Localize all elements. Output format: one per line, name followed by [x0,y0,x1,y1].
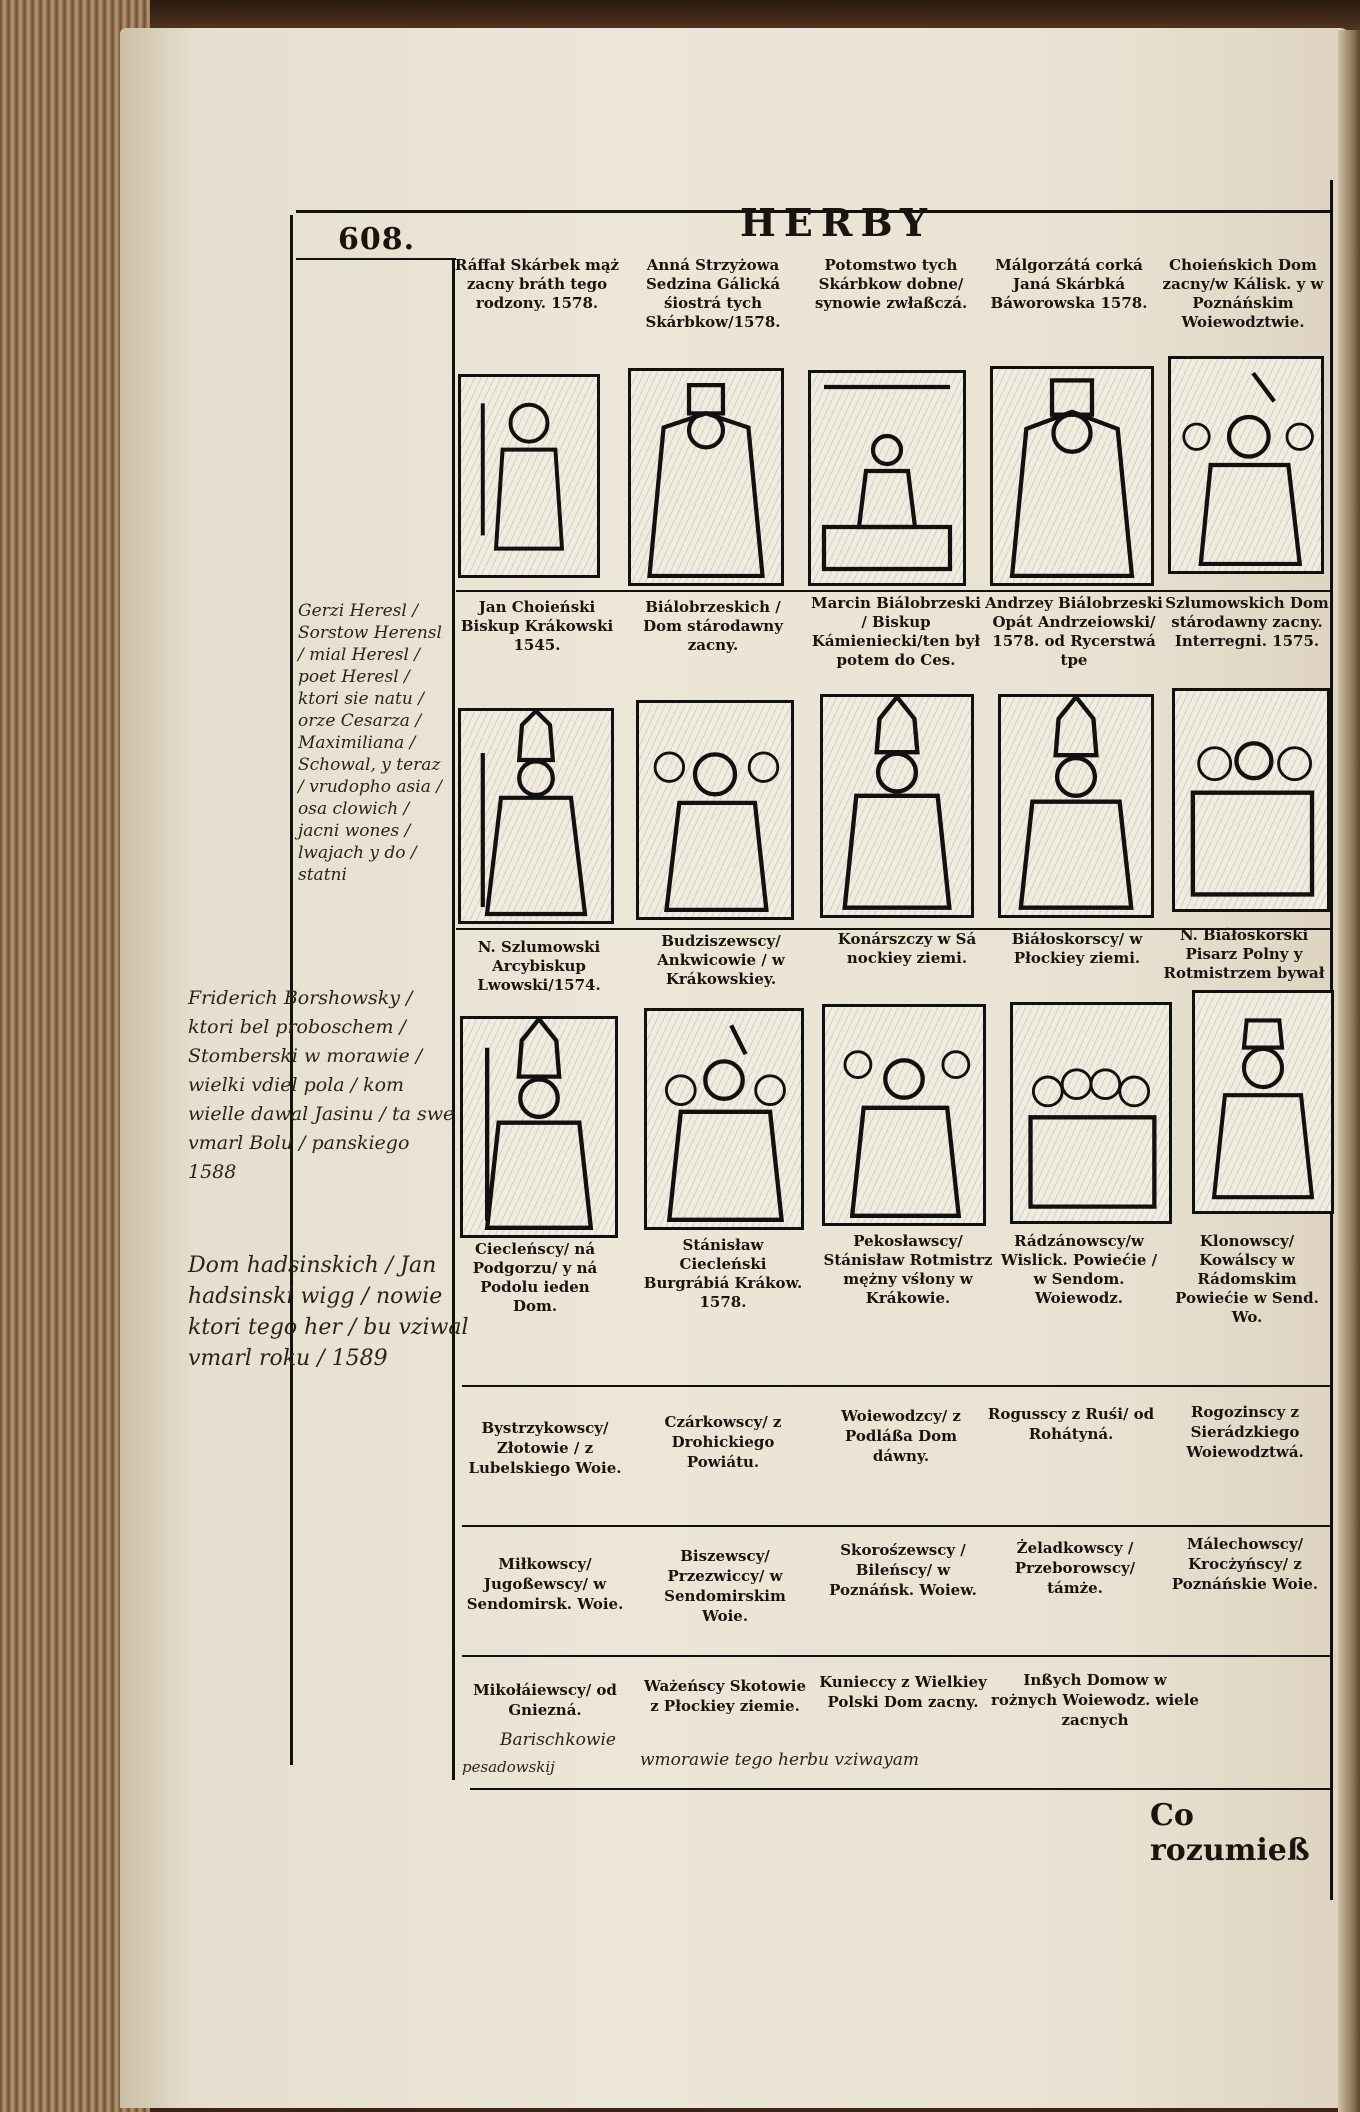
veiled-woman-woodcut [631,371,781,583]
page-number: 608. [338,222,416,257]
armored-knight-woodcut [461,377,597,575]
archbishop-woodcut [463,1019,615,1235]
list-r1-c5: Rogozinscy z Sierádzkiego Woiewodztwá. [1186,1403,1304,1461]
row-divider-1 [456,590,1332,592]
woodcut-r3-c1 [460,1016,618,1238]
caption-r3-c1: N. Szlumowski Arcybiskup Lwowski/1574. [477,938,601,994]
caption-r3-c5: N. Biáłoskorski Pisarz Polny y Rotmistrzem bywał [1163,926,1325,982]
woodcut-r2-c2 [636,700,794,920]
caption-r1-c2: Anná Strzyżowa Sedzina Gálická śiostrá tych Skárbkow/1578. [645,256,781,331]
running-head: HERBY [740,200,936,245]
woodcut-r1-c3 [808,370,966,586]
header-underline [296,258,456,260]
bearded-noble-woodcut [1195,993,1331,1211]
list-r2-c3: Skorośzewscy / Bileńscy/ w Poznáńsk. Woiew. [829,1541,977,1599]
woodcut-r2-c4 [998,694,1154,918]
veiled-woman-woodcut-2 [993,369,1151,583]
list-r3-c3: Kunieccy z Wielkiey Polski Dom zacny. [819,1673,987,1711]
caption-r4-c2: Stánisław Ciecleński Burgrábiá Krákow. 1578. [643,1236,803,1311]
crowd-of-nobles-woodcut [639,703,791,917]
list-r2-c1: Miłkowscy/ Jugoßewscy/ w Sendomirsk. Woie. [466,1555,624,1613]
woodcut-r1-c2 [628,368,784,586]
woodcut-r3-c5 [1192,990,1334,1214]
caption-r3-c4: Biáłoskorscy/ w Płockiey ziemi. [1011,930,1143,967]
list-r2-c4: Żeladkowscy / Przeborowscy/ támże. [1014,1539,1136,1597]
child-with-flower-woodcut [811,373,963,583]
catchword: Co rozumieß [1150,1798,1310,1868]
woodcut-r3-c2 [644,1008,804,1230]
woodcut-r2-c1 [458,708,614,924]
caption-r3-c3: Konárszczy w Sá nockiey ziemi. [837,930,977,967]
list-r1-c3: Woiewodzcy/ z Podláßa Dom dáwny. [841,1407,961,1465]
list-r1-c4: Rogusscy z Ruśi/ od Rohátyná. [987,1405,1155,1443]
abbot-with-mitre-woodcut [1001,697,1151,915]
caption-r2-c3: Marcin Biálobrzeski / Biskup Kámieniecki/ten był potem do Ces. [811,594,981,669]
list-r3-c4: Inßych Domow w rożnych Woiewodz. wiele zacnych [991,1671,1199,1729]
caption-r4-c3: Pekosławscy/ Stánisław Rotmistrz mężny vśłony w Krákowie. [823,1232,993,1307]
handwritten-note-gerzi: Gerzi Heresl / Sorstow Herensl / mial Heresl / poet Heresl / ktori sie natu / orze Cesarza / Maximiliana / Schowal, y teraz / vrudopho asia / osa clowich / jacni wones / lwajach y do / statni [298,601,442,885]
caption-r4-c4: Rádzánowscy/w Wislick. Powiećie / w Sendom. Woiewodz. [1000,1232,1158,1307]
frame-bottom-rule [470,1788,1330,1790]
nobles-with-plumes-woodcut [647,1011,801,1227]
nobleman-with-feather-woodcut [1171,359,1321,571]
caption-r1-c1: Ráffał Skárbek mąż zacny bráth tego rodzony. 1578. [454,256,620,312]
row-divider-3 [462,1385,1330,1387]
caption-r1-c3: Potomstwo tych Skárbkow dobne/ synowie zwłaßczá. [814,256,968,312]
handwritten-note-friderich: Friderich Borshowsky / ktori bel proboschem / Stomberski w morawie / wielki vdiel pola / kom wielle dawal Jasinu / ta swe vmarl Bolu / panskiego 1588 [188,987,455,1183]
caption-r3-c2: Budziszewscy/ Ankwicowie / w Krákowskiey. [657,932,785,988]
list-r1-c1: Bystrzykowscy/ Złotowie / z Lubelskiego Woie. [468,1419,622,1477]
woodcut-r1-c1 [458,374,600,578]
woodcut-r1-c4 [990,366,1154,586]
handwritten-bottom-1: Barischkowie [500,1730,616,1750]
list-r2-c5: Málechowscy/ Krocżyńscy/ z Poznáńskie Woie. [1171,1535,1319,1593]
row-divider-5 [462,1655,1330,1657]
handwritten-bottom-2: pesadowskij [462,1758,555,1776]
bishop-with-mitre-woodcut [823,697,971,915]
caption-r1-c5: Choieńskich Dom zacny/w Kálisk. y w Poznáńskim Woiewodztwie. [1162,256,1324,331]
caption-r1-c4: Málgorzátá corká Janá Skárbká Báworowska 1578. [990,256,1148,312]
caption-r2-c5: Szlumowskich Dom stárodawny zacny. Interregni. 1575. [1165,594,1329,650]
woodcut-r2-c3 [820,694,974,918]
caption-r2-c2: Biálobrzeskich / Dom stárodawny zacny. [643,598,783,654]
list-r2-c2: Biszewscy/ Przezwiccy/ w Sendomirskim Woie. [664,1547,786,1625]
woodcut-r3-c3 [822,1004,986,1226]
woodcut-r3-c4 [1010,1002,1172,1224]
handwritten-bottom-3: wmorawie tego herbu vziwayam [640,1750,919,1770]
list-r1-c2: Czárkowscy/ z Drohickiego Powiátu. [664,1413,782,1471]
caption-r2-c1: Jan Choieński Biskup Krákowski 1545. [460,598,614,654]
crowd-woodcut [1013,1005,1169,1221]
caption-r4-c1: Ciecleńscy/ ná Podgorzu/ y ná Podolu ieden Dom. [472,1240,598,1315]
bishop-with-crozier-woodcut [461,711,611,921]
row-divider-4 [462,1525,1330,1527]
handwritten-note-hadsinski: Dom hadsinskich / Jan hadsinski wigg / nowie ktori tego her / bu vziwal vmarl roku / 1589 [188,1253,469,1371]
list-r3-c2: Ważeńscy Skotowie z Płockiey ziemie. [643,1677,807,1715]
woodcut-r2-c5 [1172,688,1330,912]
woodcut-r1-c5 [1168,356,1324,574]
nobles-gathering-woodcut [825,1007,983,1223]
caption-r4-c5: Klonowscy/ Kowálscy w Rádomskim Powiećie w Send. Wo. [1175,1232,1319,1326]
group-of-nobles-woodcut [1175,691,1327,909]
list-r3-c1: Mikołáiewscy/ od Gniezná. [473,1681,617,1719]
caption-r2-c4: Andrzey Biálobrzeski Opát Andrzeiowski/ 1578. od Rycerstwá tpe [985,594,1163,669]
